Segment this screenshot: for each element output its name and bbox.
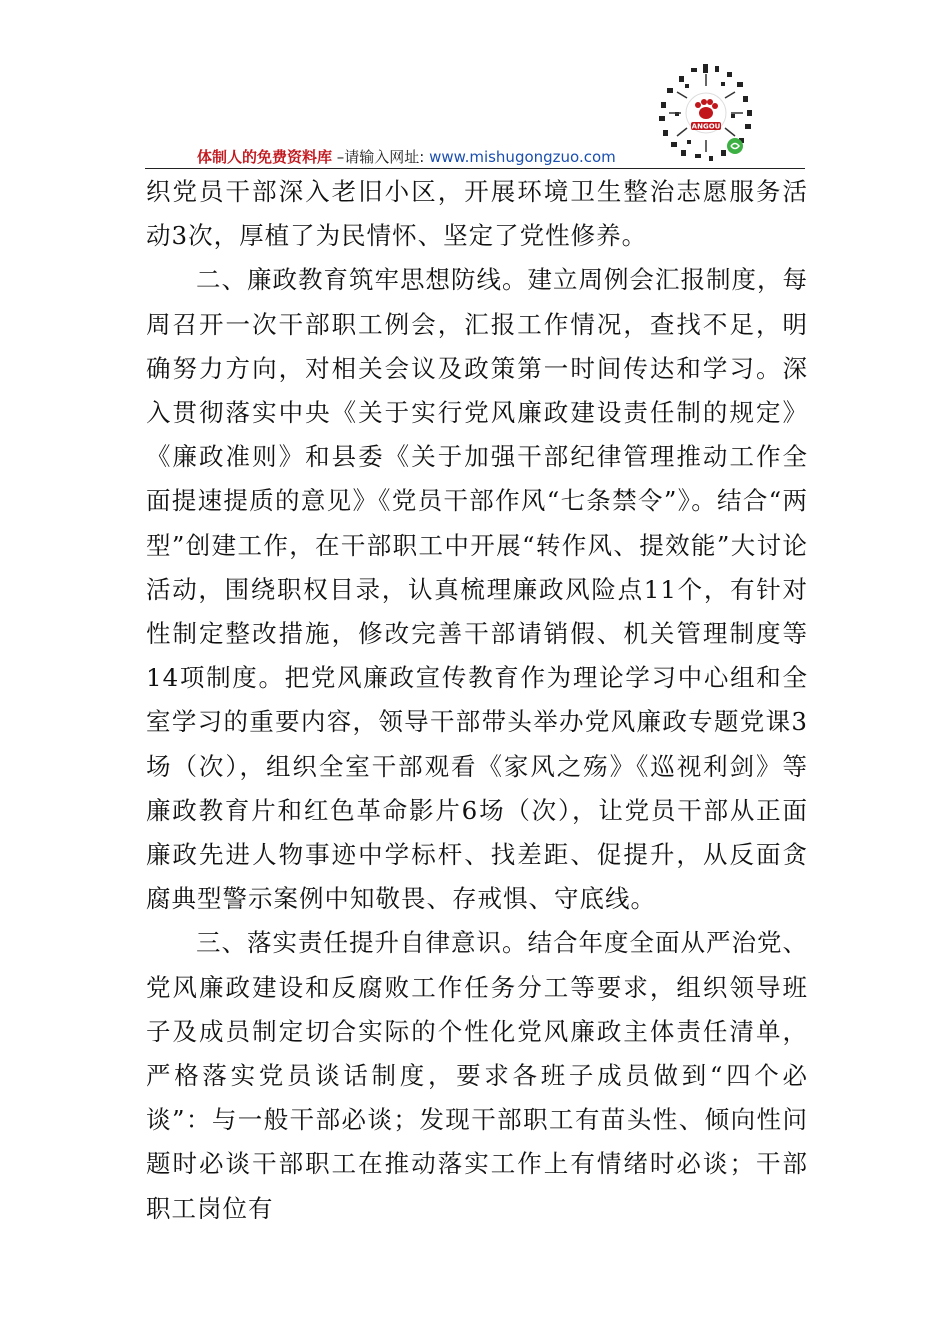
qr-logo-text: ANGOU [691, 122, 721, 131]
paragraph-section-2: 二、廉政教育筑牢思想防线。建立周例会汇报制度，每周召开一次干部职工例会，汇报工作情况，查找不足，明确努力方向，对相关会议及政策第一时间传达和学习。深入贯彻落实中央《关于实行党风廉政建设责任制的规定》《廉政准则》和县委《关于加强干部纪律管理推动工作全面提速提质的意见》《党员干部作风“七条禁令”》。结合“两型”创建工作，在干部职工中开展“转作风、提效能”大讨论活动，围绕职权目录，认真梳理廉政风险点11个，有针对性制定整改措施，修改完善干部请销假、机关管理制度等14项制度。把党风廉政宣传教育作为理论学习中心组和全室学习的重要内容，领导干部带头举办党风廉政专题党课3场（次），组织全室干部观看《家风之殇》《巡视利剑》等廉政教育片和红色革命影片6场（次），让党员干部从正面廉政先进人物事迹中学标杆、找差距、促提升，从反面贪腐典型警示案例中知敬畏、存戒惧、守底线。 [146, 265, 808, 914]
header-url[interactable]: www.mishugongzuo.com [429, 148, 616, 166]
site-header [145, 140, 805, 170]
document-body [146, 170, 808, 1231]
header-banner [197, 146, 616, 167]
paragraph-continuation: 织党员干部深入老旧小区，开展环境卫生整治志愿服务活动3次，厚植了为民情怀、坚定了党性修养。 [146, 177, 808, 251]
header-prompt: –请输入网址: [336, 148, 425, 166]
header-brand: 体制人的免费资料库 [197, 148, 333, 166]
paragraph-section-3: 三、落实责任提升自律意识。结合年度全面从严治党、党风廉政建设和反腐败工作任务分工等要求，组织领导班子及成员制定切合实际的个性化党风廉政主体责任清单，严格落实党员谈话制度，要求各班子成员做到“四个必谈”：与一般干部必谈；发现干部职工有苗头性、倾向性问题时必谈干部职工在推动落实工作上有情绪时必谈；干部职工岗位有 [146, 928, 808, 1223]
header-divider [145, 168, 805, 169]
